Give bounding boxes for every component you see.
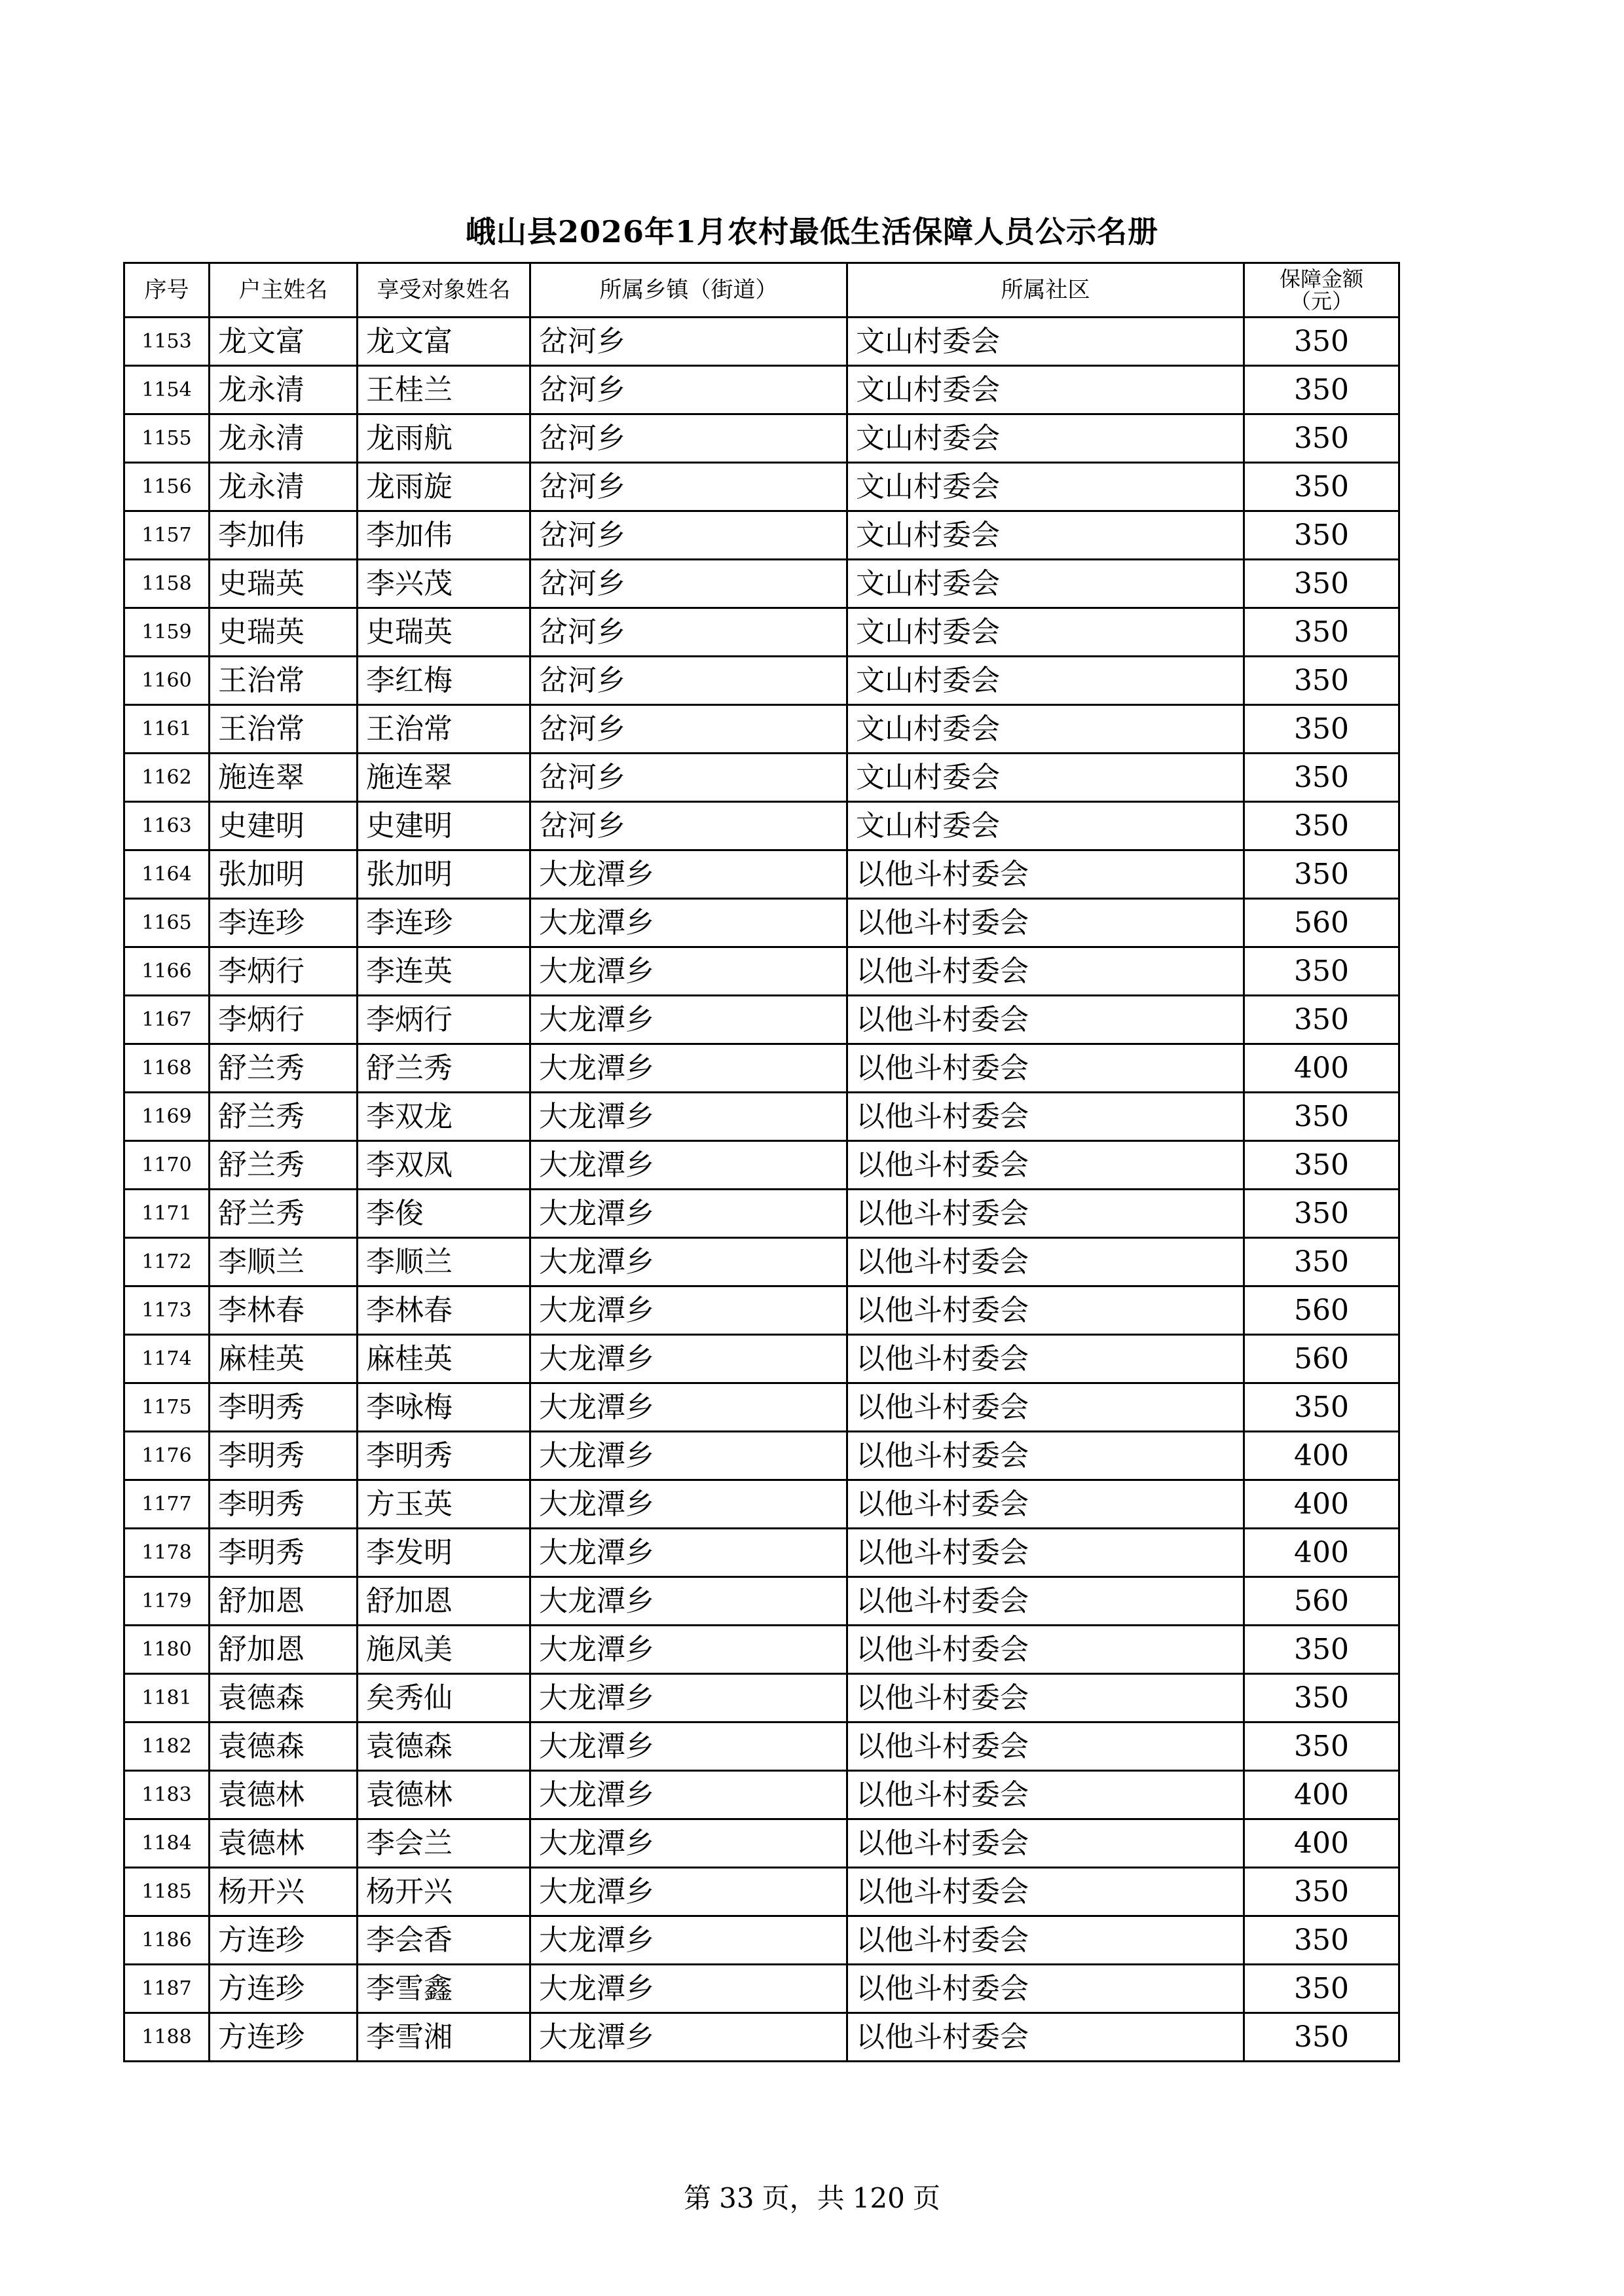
cell-town: 大龙潭乡: [530, 947, 847, 996]
cell-householder: 李明秀: [210, 1432, 358, 1480]
roster-table: [123, 262, 1400, 2062]
cell-amount: 350: [1244, 2013, 1399, 2062]
cell-amount: 350: [1244, 996, 1399, 1044]
cell-amount: 350: [1244, 1626, 1399, 1674]
cell-amount: 350: [1244, 318, 1399, 366]
table-row: [124, 899, 1399, 947]
cell-householder: 方连珍: [210, 1965, 358, 2013]
cell-town: 大龙潭乡: [530, 996, 847, 1044]
cell-no: 1181: [124, 1674, 210, 1722]
table-row: [124, 1626, 1399, 1674]
cell-community: 以他斗村委会: [847, 1141, 1244, 1190]
cell-community: 文山村委会: [847, 463, 1244, 511]
table-row: [124, 1529, 1399, 1577]
table-body: [124, 318, 1399, 2062]
header-community: 所属社区: [847, 263, 1244, 318]
cell-beneficiary: 李会兰: [358, 1819, 530, 1868]
cell-community: 以他斗村委会: [847, 1480, 1244, 1529]
cell-beneficiary: 施连翠: [358, 754, 530, 802]
cell-no: 1176: [124, 1432, 210, 1480]
cell-community: 以他斗村委会: [847, 1383, 1244, 1432]
header-householder: 户主姓名: [210, 263, 358, 318]
cell-householder: 舒加恩: [210, 1626, 358, 1674]
cell-town: 大龙潭乡: [530, 1868, 847, 1916]
cell-no: 1160: [124, 657, 210, 705]
cell-amount: 350: [1244, 754, 1399, 802]
table-row: [124, 1335, 1399, 1383]
cell-beneficiary: 杨开兴: [358, 1868, 530, 1916]
table-row: [124, 802, 1399, 850]
table-row: [124, 1819, 1399, 1868]
cell-community: 以他斗村委会: [847, 1529, 1244, 1577]
footer-label-end: 页: [912, 2182, 940, 2214]
cell-town: 大龙潭乡: [530, 1722, 847, 1771]
cell-beneficiary: 舒加恩: [358, 1577, 530, 1626]
table-row: [124, 1577, 1399, 1626]
table-row: [124, 1093, 1399, 1141]
cell-no: 1163: [124, 802, 210, 850]
cell-community: 以他斗村委会: [847, 1238, 1244, 1286]
cell-householder: 袁德林: [210, 1771, 358, 1819]
cell-householder: 龙永清: [210, 414, 358, 463]
table-row: [124, 560, 1399, 608]
cell-amount: 560: [1244, 1577, 1399, 1626]
cell-no: 1153: [124, 318, 210, 366]
cell-no: 1177: [124, 1480, 210, 1529]
cell-no: 1159: [124, 608, 210, 657]
cell-no: 1164: [124, 850, 210, 899]
cell-town: 岔河乡: [530, 560, 847, 608]
cell-town: 大龙潭乡: [530, 1044, 847, 1093]
cell-no: 1175: [124, 1383, 210, 1432]
cell-town: 大龙潭乡: [530, 1383, 847, 1432]
cell-amount: 350: [1244, 1965, 1399, 2013]
cell-beneficiary: 李顺兰: [358, 1238, 530, 1286]
header-amount-line1: 保障金额: [1279, 266, 1363, 291]
cell-householder: 李顺兰: [210, 1238, 358, 1286]
cell-community: 文山村委会: [847, 366, 1244, 414]
cell-community: 以他斗村委会: [847, 1432, 1244, 1480]
cell-householder: 李炳行: [210, 947, 358, 996]
cell-beneficiary: 方玉英: [358, 1480, 530, 1529]
cell-beneficiary: 史建明: [358, 802, 530, 850]
cell-amount: 350: [1244, 1238, 1399, 1286]
cell-community: 文山村委会: [847, 511, 1244, 560]
cell-beneficiary: 李兴茂: [358, 560, 530, 608]
cell-householder: 李加伟: [210, 511, 358, 560]
cell-amount: 350: [1244, 947, 1399, 996]
cell-beneficiary: 李炳行: [358, 996, 530, 1044]
cell-town: 大龙潭乡: [530, 1965, 847, 2013]
cell-no: 1169: [124, 1093, 210, 1141]
cell-householder: 王治常: [210, 705, 358, 754]
cell-beneficiary: 李俊: [358, 1190, 530, 1238]
table-row: [124, 947, 1399, 996]
cell-amount: 350: [1244, 1383, 1399, 1432]
cell-amount: 560: [1244, 1286, 1399, 1335]
cell-no: 1167: [124, 996, 210, 1044]
cell-no: 1156: [124, 463, 210, 511]
header-beneficiary: 享受对象姓名: [358, 263, 530, 318]
cell-beneficiary: 李雪湘: [358, 2013, 530, 2062]
cell-householder: 史瑞英: [210, 608, 358, 657]
table-row: [124, 1141, 1399, 1190]
header-no: 序号: [124, 263, 210, 318]
cell-householder: 史瑞英: [210, 560, 358, 608]
table-row: [124, 1965, 1399, 2013]
cell-community: 以他斗村委会: [847, 1626, 1244, 1674]
cell-beneficiary: 李发明: [358, 1529, 530, 1577]
cell-no: 1165: [124, 899, 210, 947]
cell-beneficiary: 李红梅: [358, 657, 530, 705]
table-row: [124, 414, 1399, 463]
cell-amount: 350: [1244, 1722, 1399, 1771]
cell-community: 以他斗村委会: [847, 1916, 1244, 1965]
cell-amount: 560: [1244, 1335, 1399, 1383]
cell-town: 大龙潭乡: [530, 1238, 847, 1286]
cell-amount: 350: [1244, 1868, 1399, 1916]
table-row: [124, 1674, 1399, 1722]
cell-community: 以他斗村委会: [847, 850, 1244, 899]
cell-amount: 560: [1244, 899, 1399, 947]
table-row: [124, 1044, 1399, 1093]
cell-town: 大龙潭乡: [530, 1529, 847, 1577]
cell-householder: 史建明: [210, 802, 358, 850]
cell-community: 以他斗村委会: [847, 1771, 1244, 1819]
cell-amount: 350: [1244, 511, 1399, 560]
cell-householder: 龙永清: [210, 366, 358, 414]
cell-beneficiary: 袁德森: [358, 1722, 530, 1771]
cell-householder: 袁德森: [210, 1722, 358, 1771]
cell-beneficiary: 李连珍: [358, 899, 530, 947]
cell-amount: 350: [1244, 414, 1399, 463]
cell-town: 岔河乡: [530, 608, 847, 657]
cell-beneficiary: 舒兰秀: [358, 1044, 530, 1093]
cell-town: 岔河乡: [530, 414, 847, 463]
cell-community: 以他斗村委会: [847, 1190, 1244, 1238]
cell-town: 大龙潭乡: [530, 1141, 847, 1190]
table-row: [124, 511, 1399, 560]
cell-no: 1161: [124, 705, 210, 754]
cell-householder: 王治常: [210, 657, 358, 705]
cell-householder: 李炳行: [210, 996, 358, 1044]
cell-householder: 李明秀: [210, 1383, 358, 1432]
cell-town: 大龙潭乡: [530, 1432, 847, 1480]
cell-no: 1174: [124, 1335, 210, 1383]
cell-town: 大龙潭乡: [530, 899, 847, 947]
cell-no: 1180: [124, 1626, 210, 1674]
cell-town: 大龙潭乡: [530, 1335, 847, 1383]
cell-no: 1173: [124, 1286, 210, 1335]
cell-community: 以他斗村委会: [847, 1044, 1244, 1093]
cell-householder: 麻桂英: [210, 1335, 358, 1383]
table-row: [124, 1868, 1399, 1916]
footer-label-page: 第: [684, 2182, 712, 2214]
table-row: [124, 1190, 1399, 1238]
cell-beneficiary: 李林春: [358, 1286, 530, 1335]
cell-community: 以他斗村委会: [847, 899, 1244, 947]
cell-amount: 350: [1244, 1093, 1399, 1141]
cell-town: 大龙潭乡: [530, 1480, 847, 1529]
cell-amount: 400: [1244, 1044, 1399, 1093]
cell-no: 1184: [124, 1819, 210, 1868]
cell-no: 1158: [124, 560, 210, 608]
table-row: [124, 1432, 1399, 1480]
document-title: 峨山县2026年1月农村最低生活保障人员公示名册: [465, 214, 1159, 249]
table-row: [124, 657, 1399, 705]
cell-community: 以他斗村委会: [847, 1965, 1244, 2013]
cell-amount: 350: [1244, 463, 1399, 511]
footer-current-page: 33: [719, 2182, 754, 2214]
cell-beneficiary: 李咏梅: [358, 1383, 530, 1432]
cell-beneficiary: 袁德林: [358, 1771, 530, 1819]
table-row: [124, 1383, 1399, 1432]
cell-town: 岔河乡: [530, 754, 847, 802]
table-row: [124, 366, 1399, 414]
cell-town: 大龙潭乡: [530, 1819, 847, 1868]
cell-beneficiary: 李双凤: [358, 1141, 530, 1190]
cell-no: 1171: [124, 1190, 210, 1238]
cell-amount: 400: [1244, 1771, 1399, 1819]
cell-beneficiary: 施凤美: [358, 1626, 530, 1674]
cell-beneficiary: 李雪鑫: [358, 1965, 530, 2013]
cell-no: 1154: [124, 366, 210, 414]
cell-no: 1178: [124, 1529, 210, 1577]
cell-beneficiary: 李会香: [358, 1916, 530, 1965]
cell-beneficiary: 龙文富: [358, 318, 530, 366]
cell-no: 1182: [124, 1722, 210, 1771]
cell-community: 文山村委会: [847, 802, 1244, 850]
table-row: [124, 1480, 1399, 1529]
cell-community: 以他斗村委会: [847, 996, 1244, 1044]
cell-no: 1170: [124, 1141, 210, 1190]
cell-amount: 350: [1244, 366, 1399, 414]
cell-beneficiary: 李连英: [358, 947, 530, 996]
cell-amount: 350: [1244, 1141, 1399, 1190]
cell-town: 大龙潭乡: [530, 850, 847, 899]
cell-town: 大龙潭乡: [530, 1577, 847, 1626]
cell-householder: 舒兰秀: [210, 1190, 358, 1238]
cell-no: 1187: [124, 1965, 210, 2013]
cell-community: 文山村委会: [847, 560, 1244, 608]
cell-no: 1162: [124, 754, 210, 802]
cell-town: 岔河乡: [530, 511, 847, 560]
cell-beneficiary: 矣秀仙: [358, 1674, 530, 1722]
cell-amount: 400: [1244, 1529, 1399, 1577]
table-row: [124, 850, 1399, 899]
cell-town: 大龙潭乡: [530, 1093, 847, 1141]
cell-householder: 袁德森: [210, 1674, 358, 1722]
cell-community: 以他斗村委会: [847, 947, 1244, 996]
header-amount: [1244, 263, 1399, 318]
cell-town: 岔河乡: [530, 705, 847, 754]
cell-town: 岔河乡: [530, 318, 847, 366]
cell-community: 文山村委会: [847, 318, 1244, 366]
table-row: [124, 1238, 1399, 1286]
cell-town: 岔河乡: [530, 802, 847, 850]
cell-householder: 施连翠: [210, 754, 358, 802]
cell-no: 1185: [124, 1868, 210, 1916]
cell-community: 文山村委会: [847, 608, 1244, 657]
cell-beneficiary: 龙雨航: [358, 414, 530, 463]
table-row: [124, 1286, 1399, 1335]
cell-beneficiary: 李加伟: [358, 511, 530, 560]
cell-beneficiary: 张加明: [358, 850, 530, 899]
cell-town: 大龙潭乡: [530, 1286, 847, 1335]
header-amount-line2: （元）: [1289, 289, 1353, 314]
cell-no: 1172: [124, 1238, 210, 1286]
cell-town: 岔河乡: [530, 657, 847, 705]
cell-community: 以他斗村委会: [847, 2013, 1244, 2062]
cell-householder: 方连珍: [210, 2013, 358, 2062]
cell-town: 大龙潭乡: [530, 1916, 847, 1965]
cell-no: 1155: [124, 414, 210, 463]
cell-householder: 李林春: [210, 1286, 358, 1335]
cell-householder: 杨开兴: [210, 1868, 358, 1916]
cell-amount: 400: [1244, 1432, 1399, 1480]
cell-community: 以他斗村委会: [847, 1722, 1244, 1771]
cell-community: 文山村委会: [847, 414, 1244, 463]
cell-community: 文山村委会: [847, 705, 1244, 754]
cell-beneficiary: 龙雨旋: [358, 463, 530, 511]
cell-town: 岔河乡: [530, 463, 847, 511]
cell-householder: 舒兰秀: [210, 1093, 358, 1141]
table-row: [124, 1771, 1399, 1819]
cell-no: 1166: [124, 947, 210, 996]
cell-amount: 350: [1244, 657, 1399, 705]
cell-amount: 350: [1244, 608, 1399, 657]
cell-community: 以他斗村委会: [847, 1868, 1244, 1916]
cell-householder: 李明秀: [210, 1480, 358, 1529]
cell-beneficiary: 史瑞英: [358, 608, 530, 657]
cell-beneficiary: 李双龙: [358, 1093, 530, 1141]
cell-community: 以他斗村委会: [847, 1286, 1244, 1335]
cell-householder: 李明秀: [210, 1529, 358, 1577]
table-row: [124, 2013, 1399, 2062]
cell-no: 1186: [124, 1916, 210, 1965]
table-row: [124, 463, 1399, 511]
table-row: [124, 608, 1399, 657]
cell-community: 以他斗村委会: [847, 1577, 1244, 1626]
footer-label-mid: 页，共: [762, 2182, 845, 2214]
cell-amount: 400: [1244, 1480, 1399, 1529]
cell-householder: 方连珍: [210, 1916, 358, 1965]
cell-no: 1179: [124, 1577, 210, 1626]
cell-amount: 350: [1244, 1674, 1399, 1722]
cell-no: 1157: [124, 511, 210, 560]
cell-no: 1188: [124, 2013, 210, 2062]
cell-community: 以他斗村委会: [847, 1335, 1244, 1383]
cell-amount: 350: [1244, 1190, 1399, 1238]
cell-beneficiary: 王桂兰: [358, 366, 530, 414]
cell-amount: 400: [1244, 1819, 1399, 1868]
table-row: [124, 705, 1399, 754]
cell-householder: 李连珍: [210, 899, 358, 947]
cell-householder: 舒兰秀: [210, 1044, 358, 1093]
cell-beneficiary: 麻桂英: [358, 1335, 530, 1383]
cell-community: 文山村委会: [847, 657, 1244, 705]
cell-town: 大龙潭乡: [530, 1674, 847, 1722]
table-row: [124, 996, 1399, 1044]
table-row: [124, 754, 1399, 802]
header-town: 所属乡镇（街道）: [530, 263, 847, 318]
page-footer: [0, 2177, 1624, 2216]
cell-town: 大龙潭乡: [530, 1771, 847, 1819]
cell-town: 岔河乡: [530, 366, 847, 414]
cell-householder: 张加明: [210, 850, 358, 899]
table-row: [124, 318, 1399, 366]
cell-town: 大龙潭乡: [530, 2013, 847, 2062]
cell-community: 文山村委会: [847, 754, 1244, 802]
cell-town: 大龙潭乡: [530, 1190, 847, 1238]
cell-no: 1168: [124, 1044, 210, 1093]
cell-town: 大龙潭乡: [530, 1626, 847, 1674]
cell-beneficiary: 李明秀: [358, 1432, 530, 1480]
cell-householder: 袁德林: [210, 1819, 358, 1868]
cell-householder: 舒加恩: [210, 1577, 358, 1626]
cell-community: 以他斗村委会: [847, 1674, 1244, 1722]
footer-total-pages: 120: [852, 2182, 905, 2214]
table-row: [124, 1722, 1399, 1771]
table-header-row: [124, 263, 1399, 318]
cell-amount: 350: [1244, 705, 1399, 754]
cell-householder: 舒兰秀: [210, 1141, 358, 1190]
cell-amount: 350: [1244, 560, 1399, 608]
cell-amount: 350: [1244, 1916, 1399, 1965]
cell-amount: 350: [1244, 802, 1399, 850]
table-row: [124, 1916, 1399, 1965]
cell-community: 以他斗村委会: [847, 1093, 1244, 1141]
cell-no: 1183: [124, 1771, 210, 1819]
cell-householder: 龙永清: [210, 463, 358, 511]
cell-beneficiary: 王治常: [358, 705, 530, 754]
cell-community: 以他斗村委会: [847, 1819, 1244, 1868]
cell-amount: 350: [1244, 850, 1399, 899]
cell-householder: 龙文富: [210, 318, 358, 366]
